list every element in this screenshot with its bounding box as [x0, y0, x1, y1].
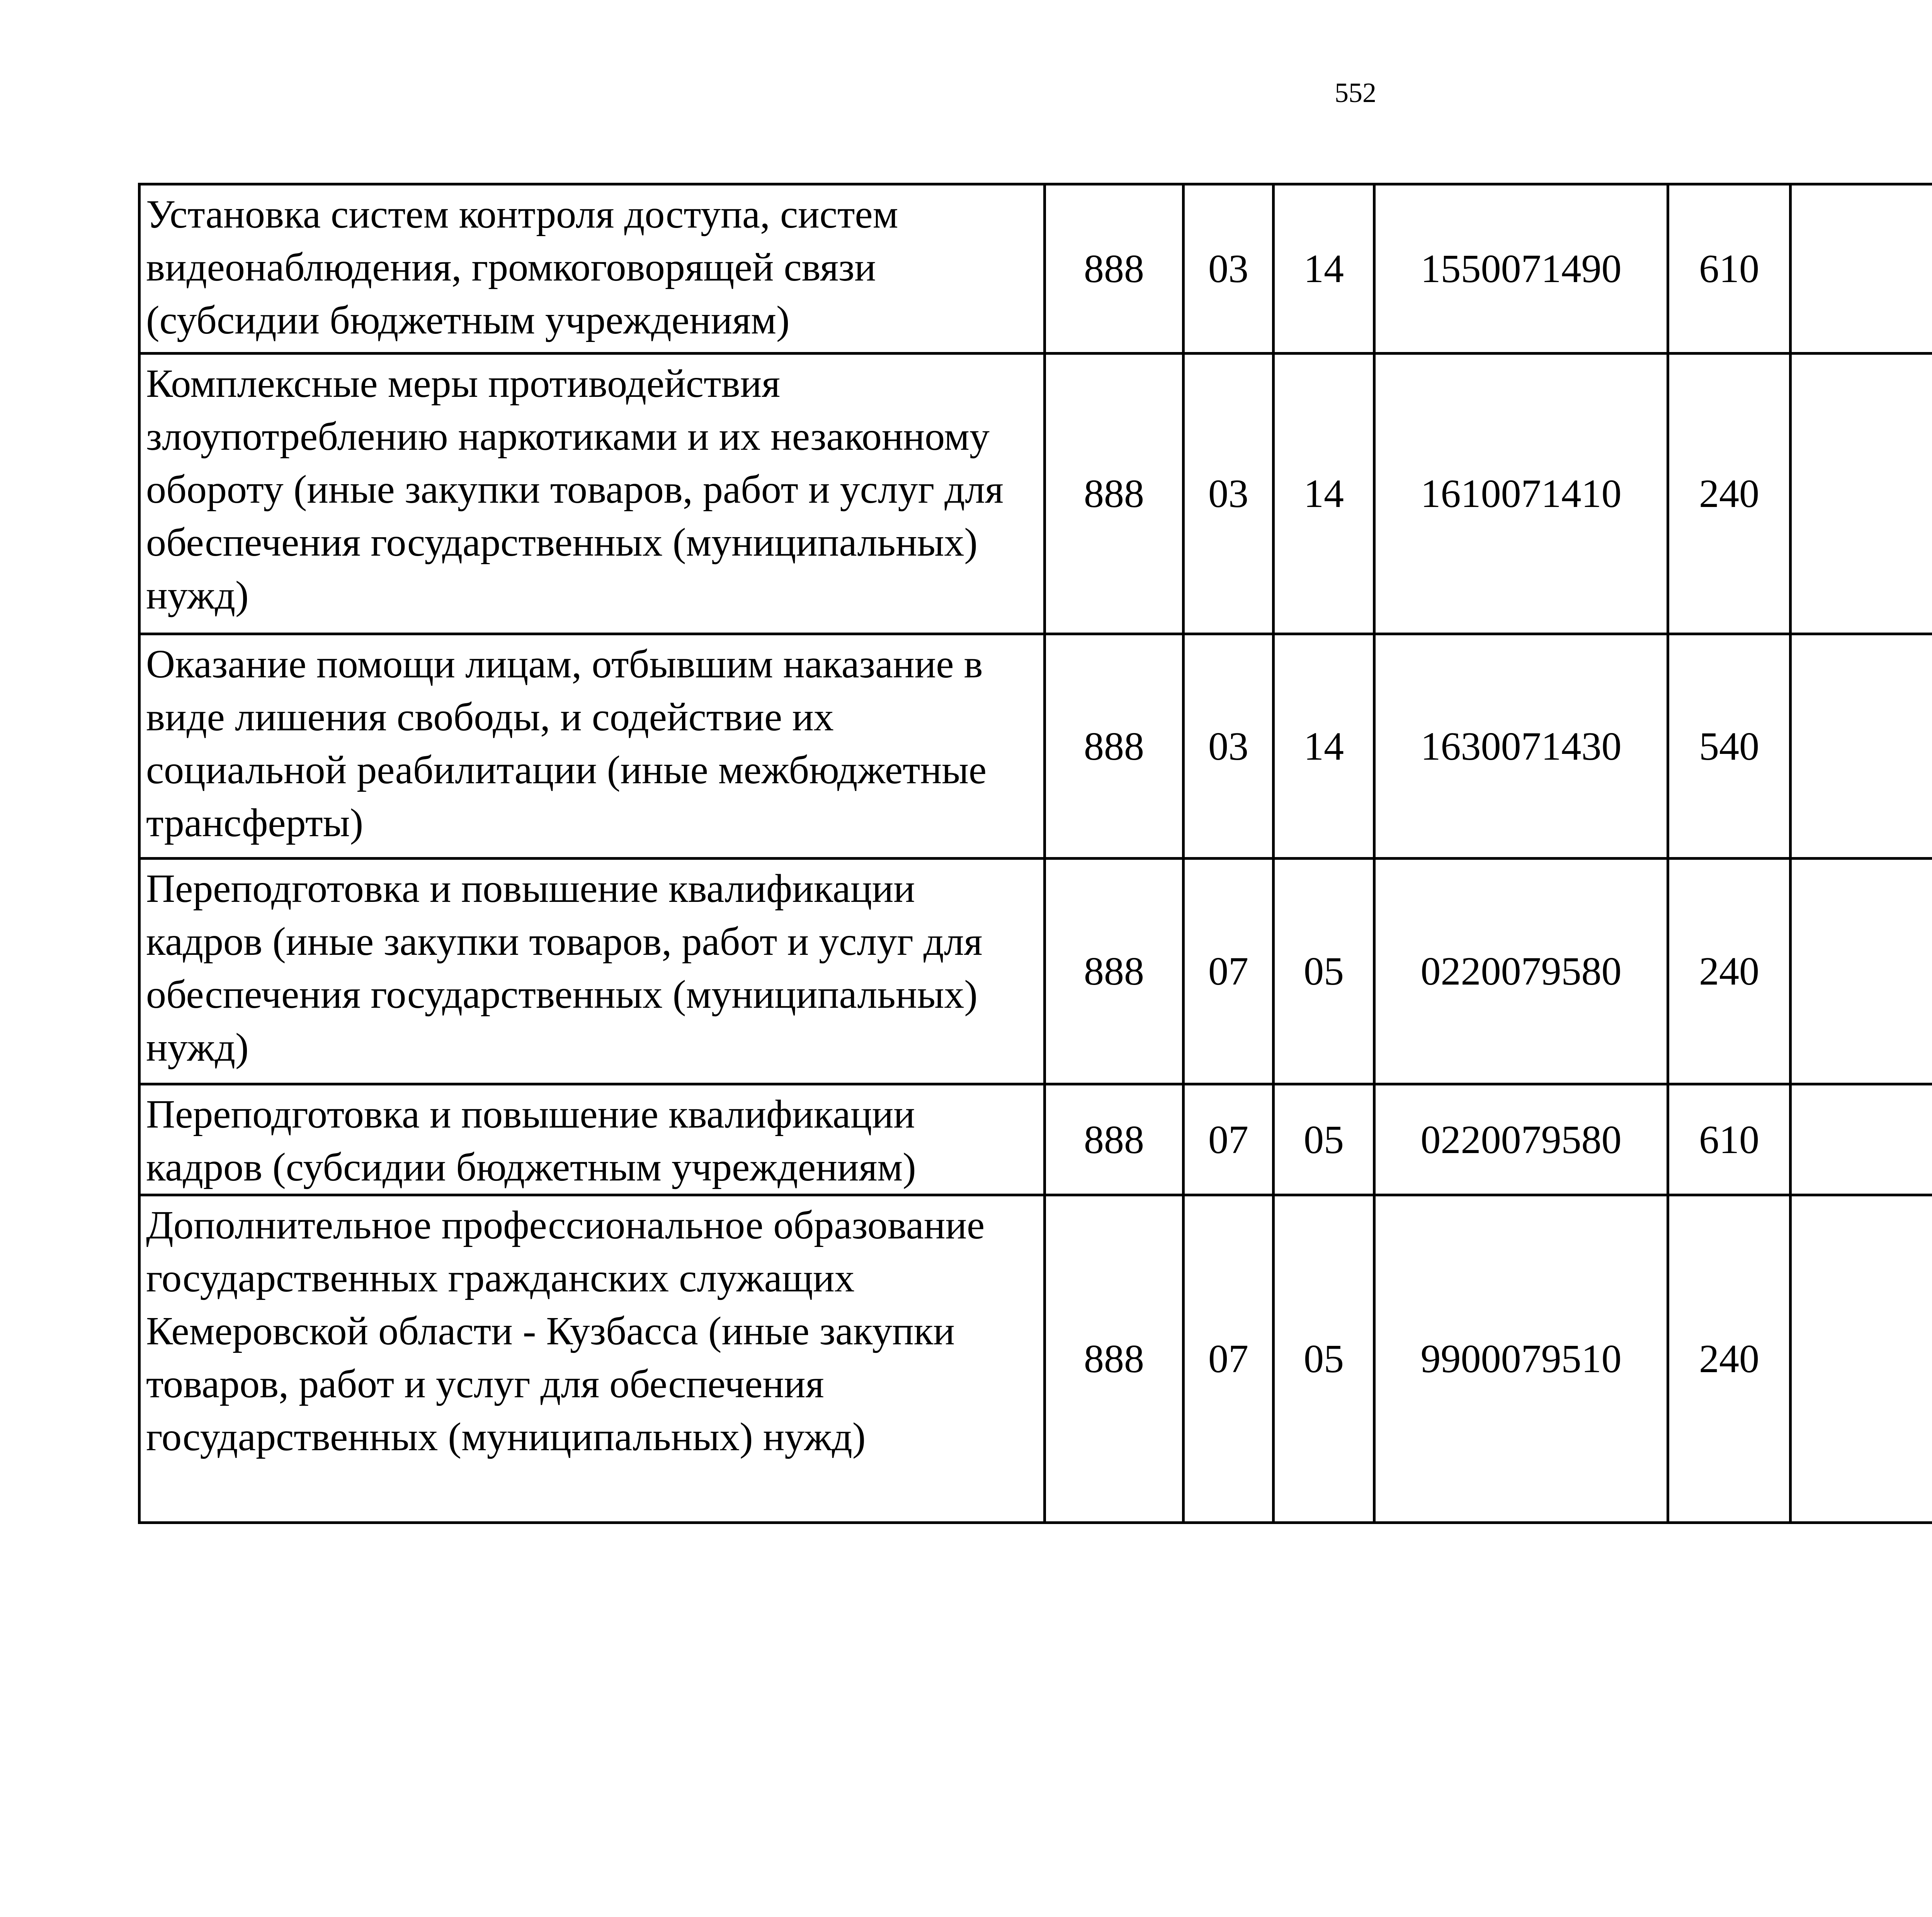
expense-type-code: 240 — [1668, 1195, 1791, 1523]
ministry-code: 888 — [1045, 354, 1184, 634]
target-article-code: 9900079510 — [1374, 1195, 1668, 1523]
amount-year-1 — [1791, 1195, 1932, 1523]
subsection-code: 14 — [1274, 184, 1374, 354]
target-article-code: 0220079580 — [1374, 859, 1668, 1084]
target-article-code: 1630071430 — [1374, 634, 1668, 859]
row-description: Переподготовка и повышение квалификации кадров (субсидии бюджетным учреждениям) — [139, 1084, 1045, 1195]
ministry-code: 888 — [1045, 184, 1184, 354]
row-description: Оказание помощи лицам, отбывшим наказание в виде лишения свободы, и содействие их социальной реабилитации (иные межбюджетные трансферты) — [139, 634, 1045, 859]
row-description: Установка систем контроля доступа, систем видеонаблюдения, громкоговорящей связи (субсидии бюджетным учреждениям) — [139, 184, 1045, 354]
subsection-code: 05 — [1274, 1084, 1374, 1195]
target-article-code: 1610071410 — [1374, 354, 1668, 634]
expense-type-code: 240 — [1668, 354, 1791, 634]
section-code: 07 — [1184, 1195, 1274, 1523]
expense-type-code: 240 — [1668, 859, 1791, 1084]
row-description: Переподготовка и повышение квалификации кадров (иные закупки товаров, работ и услуг для обеспечения государственных (муниципальных) нужд) — [139, 859, 1045, 1084]
table-row — [139, 354, 1932, 634]
amount-year-1 — [1791, 634, 1932, 859]
table-row — [139, 859, 1932, 1084]
section-code: 03 — [1184, 634, 1274, 859]
table-row — [139, 1195, 1932, 1523]
budget-table — [138, 183, 1932, 1524]
expense-type-code: 610 — [1668, 184, 1791, 354]
amount-year-1 — [1791, 859, 1932, 1084]
section-code: 03 — [1184, 354, 1274, 634]
ministry-code: 888 — [1045, 859, 1184, 1084]
section-code: 07 — [1184, 859, 1274, 1084]
subsection-code: 05 — [1274, 1195, 1374, 1523]
ministry-code: 888 — [1045, 634, 1184, 859]
amount-year-1 — [1791, 354, 1932, 634]
page-number: 552 — [1335, 77, 1376, 108]
amount-year-1 — [1791, 1084, 1932, 1195]
subsection-code: 14 — [1274, 354, 1374, 634]
subsection-code: 14 — [1274, 634, 1374, 859]
target-article-code: 0220079580 — [1374, 1084, 1668, 1195]
row-description: Дополнительное профессиональное образование государственных гражданских служащих Кемеровской области - Кузбасса (иные закупки товаров, работ и услуг для обеспечения государственных (муниципальных) нужд) — [139, 1195, 1045, 1523]
ministry-code: 888 — [1045, 1195, 1184, 1523]
target-article-code: 1550071490 — [1374, 184, 1668, 354]
subsection-code: 05 — [1274, 859, 1374, 1084]
row-description: Комплексные меры противодействия злоупотреблению наркотиками и их незаконному обороту (иные закупки товаров, работ и услуг для обеспечения государственных (муниципальных) нужд) — [139, 354, 1045, 634]
table-row — [139, 184, 1932, 354]
amount-year-1 — [1791, 184, 1932, 354]
expense-type-code: 540 — [1668, 634, 1791, 859]
table-row — [139, 634, 1932, 859]
ministry-code: 888 — [1045, 1084, 1184, 1195]
section-code: 03 — [1184, 184, 1274, 354]
table-row — [139, 1084, 1932, 1195]
expense-type-code: 610 — [1668, 1084, 1791, 1195]
section-code: 07 — [1184, 1084, 1274, 1195]
